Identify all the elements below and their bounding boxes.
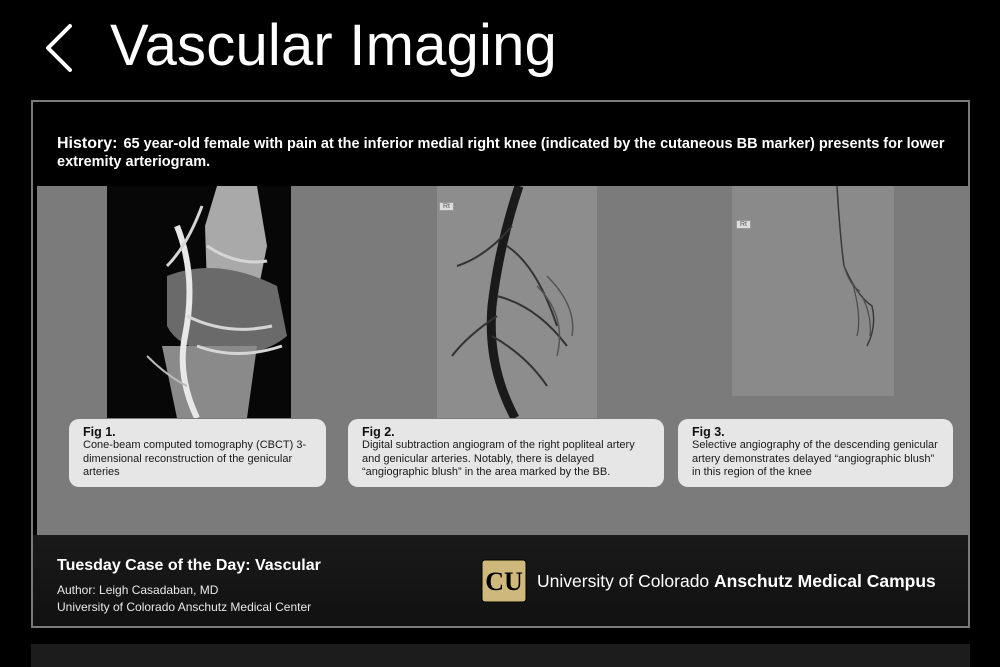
figure-3-caption — [678, 419, 953, 487]
author-line: Author: Leigh Casadaban, MD — [57, 583, 219, 597]
marker-tag: Rt — [736, 220, 751, 229]
figure-3-text: Selective angiography of the descending genicular artery demonstrates delayed “angiographic blush” in this region of the knee — [692, 439, 938, 478]
marker-tag: Rt — [439, 202, 454, 211]
history-body: 65 year-old female with pain at the inferior medial right knee (indicated by the cutaneous BB marker) presents for lower extremity arteriogram. — [57, 136, 945, 170]
figure-2-title: Fig 2. — [362, 425, 395, 439]
figure-1-image — [107, 186, 291, 418]
case-title: Tuesday Case of the Day: Vascular — [57, 557, 321, 574]
top-bar — [0, 0, 1000, 100]
cu-logo — [481, 559, 527, 603]
case-slide-image — [31, 100, 970, 628]
figure-2-image — [437, 186, 597, 418]
figure-1-text: Cone-beam computed tomography (CBCT) 3-dimensional reconstruction of the genicular arteries — [83, 439, 307, 478]
logo-text: CU — [485, 567, 523, 596]
figure-3-image — [732, 186, 894, 396]
chevron-left-icon — [40, 18, 90, 74]
back-button[interactable] — [40, 18, 90, 74]
figure-2-caption — [348, 419, 664, 487]
slide-footer — [33, 535, 968, 626]
figure-3-title: Fig 3. — [692, 425, 725, 439]
page-title: Vascular Imaging — [110, 13, 558, 78]
next-content-strip — [31, 644, 970, 667]
history-text — [57, 135, 952, 171]
figure-1-caption — [69, 419, 326, 487]
figure-panel — [37, 186, 968, 535]
university-name: University of Colorado Anschutz Medical Campus — [537, 571, 936, 591]
institution-line: University of Colorado Anschutz Medical Center — [57, 600, 312, 614]
figure-1-title: Fig 1. — [83, 425, 116, 439]
figure-2-text: Digital subtraction angiogram of the right popliteal artery and genicular arteries. Notably, there is delayed “angiographic blush” in the area marked by the BB. — [362, 439, 635, 478]
history-label: History: — [57, 135, 118, 152]
